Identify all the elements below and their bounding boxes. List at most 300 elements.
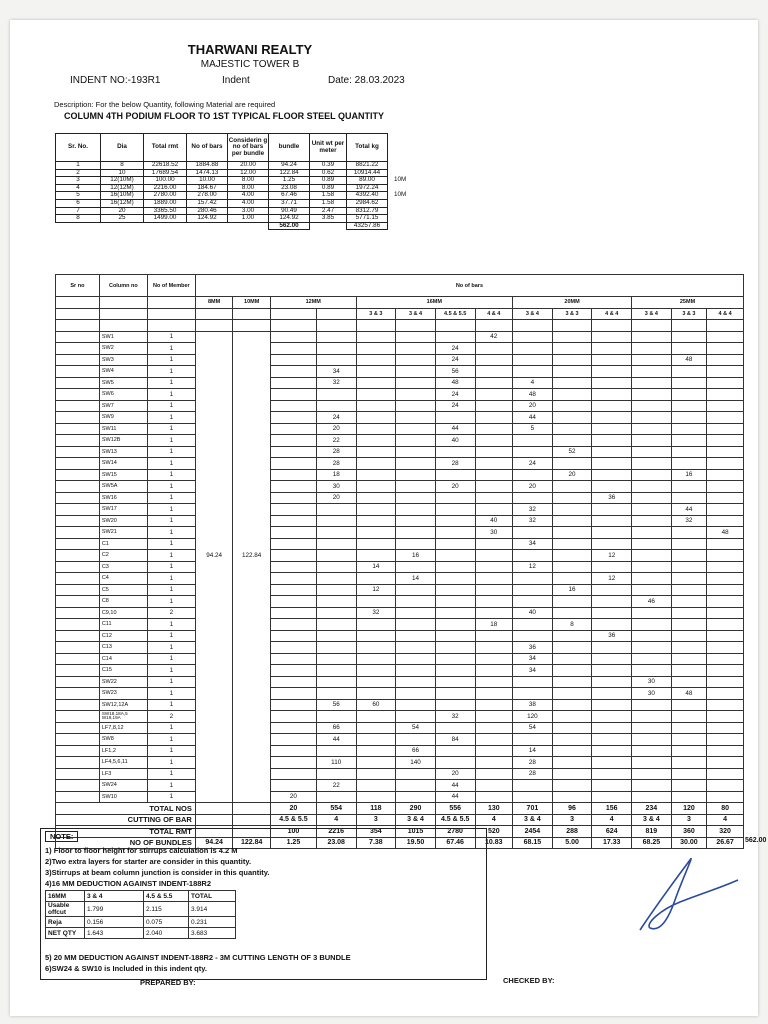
bar-count: [671, 596, 706, 608]
bar-row: [56, 400, 744, 412]
blank-cell: [56, 757, 100, 769]
bar-count: 32: [356, 607, 396, 619]
blank-cell: [56, 343, 100, 355]
bar-count: [270, 515, 316, 527]
bar-row: [56, 538, 744, 550]
blank-cell: [195, 308, 233, 320]
bar-count: 40: [475, 515, 513, 527]
member-count: 1: [147, 481, 195, 493]
summary-cell: 2216.00: [144, 184, 187, 192]
bar-count: [632, 722, 672, 734]
bar-count: [270, 711, 316, 723]
bar-count: [513, 366, 553, 378]
bar-count: 38: [513, 699, 553, 711]
blank-cell: [56, 584, 100, 596]
blank-cell: [233, 412, 271, 424]
summary-table: [55, 133, 419, 230]
member-count: 1: [147, 366, 195, 378]
bar-count: [475, 389, 513, 401]
bar-count: [632, 538, 672, 550]
bar-count: [632, 619, 672, 631]
bar-count: 44: [435, 780, 475, 792]
blank-cell: [233, 331, 271, 343]
bar-count: [513, 573, 553, 585]
bar-count: [396, 676, 436, 688]
bar-count: [475, 492, 513, 504]
bar-count: [396, 642, 436, 654]
bar-count: [475, 400, 513, 412]
summary-cell: 22618.52: [144, 162, 187, 170]
bar-count: [513, 676, 553, 688]
bar-count: [592, 331, 632, 343]
bar-count: [356, 745, 396, 757]
summary-length-note: 10M: [394, 176, 407, 184]
note-line: 3)Stirrups at beam column junction is consider in this quantity.: [45, 868, 270, 877]
bar-count: [552, 630, 592, 642]
bar-count: [707, 745, 744, 757]
summary-cell: 3.85: [310, 215, 347, 223]
bar-count: [632, 366, 672, 378]
blank-cell: [233, 538, 271, 550]
bar-count: [632, 734, 672, 746]
cutting-subheader: 3 & 4: [632, 308, 672, 320]
blank-cell: [56, 481, 100, 493]
bar-row: [56, 734, 744, 746]
footer-value: 4.5 & 5.5: [270, 814, 316, 826]
bar-count: [632, 757, 672, 769]
blank-cell: [195, 699, 233, 711]
blank-cell: [195, 642, 233, 654]
bar-count: [270, 607, 316, 619]
bar-row: [56, 423, 744, 435]
blank-cell: [56, 745, 100, 757]
bar-count: 22: [316, 435, 356, 447]
blank-cell: [475, 320, 513, 332]
bar-count: [396, 389, 436, 401]
bar-row: [56, 757, 744, 769]
member-count: 1: [147, 596, 195, 608]
bar-count: [396, 607, 436, 619]
blank-cell: [195, 400, 233, 412]
bar-count: [396, 343, 436, 355]
bar-count: [435, 550, 475, 562]
blank-cell: [56, 377, 100, 389]
bar-count: 44: [316, 734, 356, 746]
blank-cell: [233, 435, 271, 447]
bar-count: [592, 699, 632, 711]
member-count: 1: [147, 423, 195, 435]
dia-group-header: 16MM: [356, 297, 513, 309]
summary-cell: 12(10M): [101, 177, 144, 185]
summary-cell: 8: [56, 215, 101, 223]
summary-cell: 1884.88: [187, 162, 228, 170]
bar-count: [707, 561, 744, 573]
bar-count: [632, 745, 672, 757]
bar-count: [592, 400, 632, 412]
bar-count: [475, 561, 513, 573]
bar-count: [592, 711, 632, 723]
blank-cell: [56, 469, 100, 481]
bar-count: 20: [552, 469, 592, 481]
summary-header: Sr. No.: [56, 134, 101, 162]
deduction-value: 0.231: [189, 917, 236, 928]
bar-row: [56, 573, 744, 585]
column-id: SW15: [99, 469, 147, 481]
footer-row-cutting: [56, 814, 744, 826]
bar-count: [396, 665, 436, 677]
bar-count: [356, 619, 396, 631]
summary-cell: 1474.13: [187, 169, 228, 177]
bar-count: [356, 458, 396, 470]
bar-count: [356, 688, 396, 700]
bar-count: [671, 435, 706, 447]
bar-count: [435, 642, 475, 654]
bar-count: [671, 734, 706, 746]
bar-count: 28: [316, 446, 356, 458]
bar-count: [513, 550, 553, 562]
bar-count: 24: [435, 400, 475, 412]
bar-count: [671, 538, 706, 550]
bar-count: [513, 343, 553, 355]
deduction-label: NET QTY: [46, 928, 85, 939]
summary-bundle-total: 562.00: [269, 222, 310, 230]
blank-cell: [56, 389, 100, 401]
bar-count: [632, 550, 672, 562]
member-count: 1: [147, 538, 195, 550]
bar-count: [396, 561, 436, 573]
bar-count: [316, 665, 356, 677]
bar-count: [356, 331, 396, 343]
bar-count: [356, 573, 396, 585]
bar-count: [475, 504, 513, 516]
bar-count: [270, 331, 316, 343]
bar-count: 42: [475, 331, 513, 343]
blank-cell: [56, 596, 100, 608]
member-count: 1: [147, 412, 195, 424]
bar-count: [396, 366, 436, 378]
bar-count: 84: [435, 734, 475, 746]
summary-cell: 3.00: [228, 207, 269, 215]
bar-count: [356, 780, 396, 792]
bar-count: 12: [592, 573, 632, 585]
blank-cell: [233, 308, 271, 320]
bar-count: [632, 630, 672, 642]
blank-cell: [56, 400, 100, 412]
bar-count: [552, 573, 592, 585]
summary-cell: 16(12M): [101, 200, 144, 208]
bar-count: 22: [316, 780, 356, 792]
bar-count: [435, 412, 475, 424]
blank-cell: [707, 320, 744, 332]
bar-count: [552, 481, 592, 493]
summary-cell: 16(10M): [101, 192, 144, 200]
indent-date: Date: 28.03.2023: [328, 75, 405, 86]
bar-count: [396, 619, 436, 631]
column-id: C3: [99, 561, 147, 573]
bar-count: [592, 757, 632, 769]
bar-count: 12: [513, 561, 553, 573]
column-id: LF7,8,12: [99, 722, 147, 734]
blank-cell: [632, 320, 672, 332]
notes-title: NOTE:: [45, 831, 78, 842]
blank-cell: [552, 320, 592, 332]
bar-count: [356, 423, 396, 435]
bar-count: [396, 469, 436, 481]
footer-value: 130: [475, 803, 513, 815]
column-id: SW16: [99, 492, 147, 504]
bar-count: [552, 596, 592, 608]
deduction-value: 2.115: [144, 902, 189, 917]
summary-length-note: [388, 207, 419, 215]
bar-count: [592, 389, 632, 401]
summary-blank: [388, 222, 419, 230]
summary-cell: 94.24: [269, 162, 310, 170]
bar-count: [396, 400, 436, 412]
bar-count: [270, 734, 316, 746]
bar-count: [552, 757, 592, 769]
summary-rows: [56, 162, 419, 230]
footer-label: TOTAL RMT: [56, 826, 196, 838]
summary-cell: 4: [56, 184, 101, 192]
bar-count: [671, 377, 706, 389]
summary-blank: [187, 222, 228, 230]
bar-count: [270, 446, 316, 458]
bar-count: 20: [435, 768, 475, 780]
bar-count: [316, 400, 356, 412]
blank-cell: [195, 780, 233, 792]
bar-count: [671, 653, 706, 665]
summary-cell: 6: [56, 200, 101, 208]
bar-count: [475, 573, 513, 585]
bar-count: [671, 331, 706, 343]
bar-count: [671, 676, 706, 688]
column-id: SW3: [99, 354, 147, 366]
footer-value: 156: [592, 803, 632, 815]
description-line: Description: For the below Quantity, following Material are required: [54, 100, 276, 109]
note-line: 4)16 MM DEDUCTION AGAINST INDENT-188R2: [45, 879, 211, 888]
member-count: 1: [147, 561, 195, 573]
cutting-subheader: 4 & 4: [707, 308, 744, 320]
blank-cell: [233, 354, 271, 366]
bar-count: [475, 780, 513, 792]
bar-count: [632, 515, 672, 527]
bar-count: [552, 768, 592, 780]
bar-count: [435, 699, 475, 711]
bar-count: [435, 619, 475, 631]
cutting-subheader: 3 & 3: [671, 308, 706, 320]
dia-group-header: 8MM: [195, 297, 233, 309]
bar-count: [396, 515, 436, 527]
summary-cell: 280.46: [187, 207, 228, 215]
blank-cell: [233, 665, 271, 677]
bar-row: [56, 412, 744, 424]
blank-cell: [56, 550, 100, 562]
bar-count: [707, 504, 744, 516]
blank-cell: [233, 722, 271, 734]
bar-count: [475, 607, 513, 619]
bar-count: [671, 343, 706, 355]
member-count: 1: [147, 515, 195, 527]
bar-count: [707, 630, 744, 642]
bar-count: [435, 745, 475, 757]
blank-cell: [56, 504, 100, 516]
bar-count: [316, 768, 356, 780]
bar-count: [435, 630, 475, 642]
summary-cell: 1499.00: [144, 215, 187, 223]
dia-group-header: 20MM: [513, 297, 632, 309]
bar-count: [435, 584, 475, 596]
subject-title: COLUMN 4TH PODIUM FLOOR TO 1ST TYPICAL FLOOR STEEL QUANTITY: [64, 111, 385, 121]
bar-count: [552, 699, 592, 711]
bar-count: [475, 745, 513, 757]
blank-cell: [195, 354, 233, 366]
bar-count: [396, 481, 436, 493]
member-count: 1: [147, 354, 195, 366]
bar-count: [356, 377, 396, 389]
column-id: SW22: [99, 676, 147, 688]
bar-count: [396, 734, 436, 746]
blank-cell: [56, 665, 100, 677]
bar-count: [396, 653, 436, 665]
bar-count: [707, 734, 744, 746]
bar-count: [632, 423, 672, 435]
bar-count: [592, 745, 632, 757]
bar-count: [671, 665, 706, 677]
summary-header: Total kg: [347, 134, 388, 162]
footer-value: 10.83: [475, 837, 513, 849]
column-id: C5: [99, 584, 147, 596]
blank-cell: [195, 814, 233, 826]
bar-count: [316, 573, 356, 585]
bar-count: [475, 791, 513, 803]
bar-count: [475, 596, 513, 608]
bar-count: [435, 504, 475, 516]
summary-cell: 1.58: [310, 200, 347, 208]
bar-count: [270, 492, 316, 504]
bar-count: 32: [513, 504, 553, 516]
cutting-subheader: 3 & 3: [356, 308, 396, 320]
bar-count: [592, 435, 632, 447]
bar-count: [592, 780, 632, 792]
summary-cell: 20: [101, 207, 144, 215]
bar-count: [270, 354, 316, 366]
bar-count: 44: [435, 791, 475, 803]
summary-blank: [144, 222, 187, 230]
column-id: C9,10: [99, 607, 147, 619]
bar-count: [707, 619, 744, 631]
blank-cell: [56, 354, 100, 366]
member-count: 2: [147, 607, 195, 619]
bar-count: [435, 446, 475, 458]
bar-count: [356, 711, 396, 723]
blank-cell: [195, 757, 233, 769]
bar-count: 20: [435, 481, 475, 493]
summary-cell: 10914.44: [347, 169, 388, 177]
blank-cell: [195, 527, 233, 539]
bar-count: [592, 469, 632, 481]
bar-count: [435, 607, 475, 619]
bar-count: [632, 504, 672, 516]
bar-count: [592, 561, 632, 573]
footer-value: 3: [552, 814, 592, 826]
summary-header: Unit wt per meter: [310, 134, 347, 162]
bar-count: [552, 665, 592, 677]
bar-count: [632, 343, 672, 355]
footer-label: TOTAL NOS: [56, 803, 196, 815]
bar-count: [707, 653, 744, 665]
blank-cell: [195, 619, 233, 631]
note-line: 5) 20 MM DEDUCTION AGAINST INDENT-188R2 - 3M CUTTING LENGTH OF 3 BUNDLE: [45, 953, 351, 962]
blank-cell: [195, 722, 233, 734]
bar-count: [632, 768, 672, 780]
cutting-subheader: 3 & 4: [513, 308, 553, 320]
bar-count: [671, 619, 706, 631]
bar-count: [592, 481, 632, 493]
summary-cell: 5771.15: [347, 215, 388, 223]
bar-count: 56: [435, 366, 475, 378]
bar-count: [707, 780, 744, 792]
bar-count: [632, 653, 672, 665]
bar-count: 20: [513, 400, 553, 412]
blank-cell: [233, 320, 271, 332]
bar-count: [270, 745, 316, 757]
bar-count: [435, 596, 475, 608]
deduction-header: TOTAL: [189, 891, 236, 902]
bar-count: [592, 607, 632, 619]
bar-count: [592, 653, 632, 665]
bar-count: [671, 757, 706, 769]
footer-row-total_nos: [56, 803, 744, 815]
bar-count: [270, 435, 316, 447]
summary-cell: 5: [56, 192, 101, 200]
bar-count: [671, 630, 706, 642]
blank-cell: [195, 653, 233, 665]
summary-header: bundle: [269, 134, 310, 162]
bar-count: [671, 791, 706, 803]
bar-count: [592, 412, 632, 424]
bar-count: [671, 699, 706, 711]
footer-value: 67.46: [435, 837, 475, 849]
summary-blank: [228, 222, 269, 230]
footer-value: 520: [475, 826, 513, 838]
blank-cell: [195, 481, 233, 493]
footer-value: 68.25: [632, 837, 672, 849]
deduction-value: 1.799: [85, 902, 144, 917]
column-id: SW9: [99, 412, 147, 424]
bar-count: [396, 492, 436, 504]
blank-cell: [56, 722, 100, 734]
bar-count: [316, 343, 356, 355]
bar-count: [396, 423, 436, 435]
summary-header: Dia: [101, 134, 144, 162]
bar-count: [435, 469, 475, 481]
bar-schedule-body: [56, 275, 744, 849]
bar-count: [592, 366, 632, 378]
bar-count: 48: [435, 377, 475, 389]
summary-cell: 4392.40: [347, 192, 388, 200]
blank-cell: [56, 699, 100, 711]
summary-cell: 20.00: [228, 162, 269, 170]
bar-count: [592, 446, 632, 458]
bar-count: 32: [671, 515, 706, 527]
summary-cell: 7: [56, 207, 101, 215]
bar-count: [316, 619, 356, 631]
bar-count: [475, 665, 513, 677]
bar-count: 66: [316, 722, 356, 734]
bar-count: [513, 619, 553, 631]
footer-value: 96: [552, 803, 592, 815]
bar-count: [356, 527, 396, 539]
